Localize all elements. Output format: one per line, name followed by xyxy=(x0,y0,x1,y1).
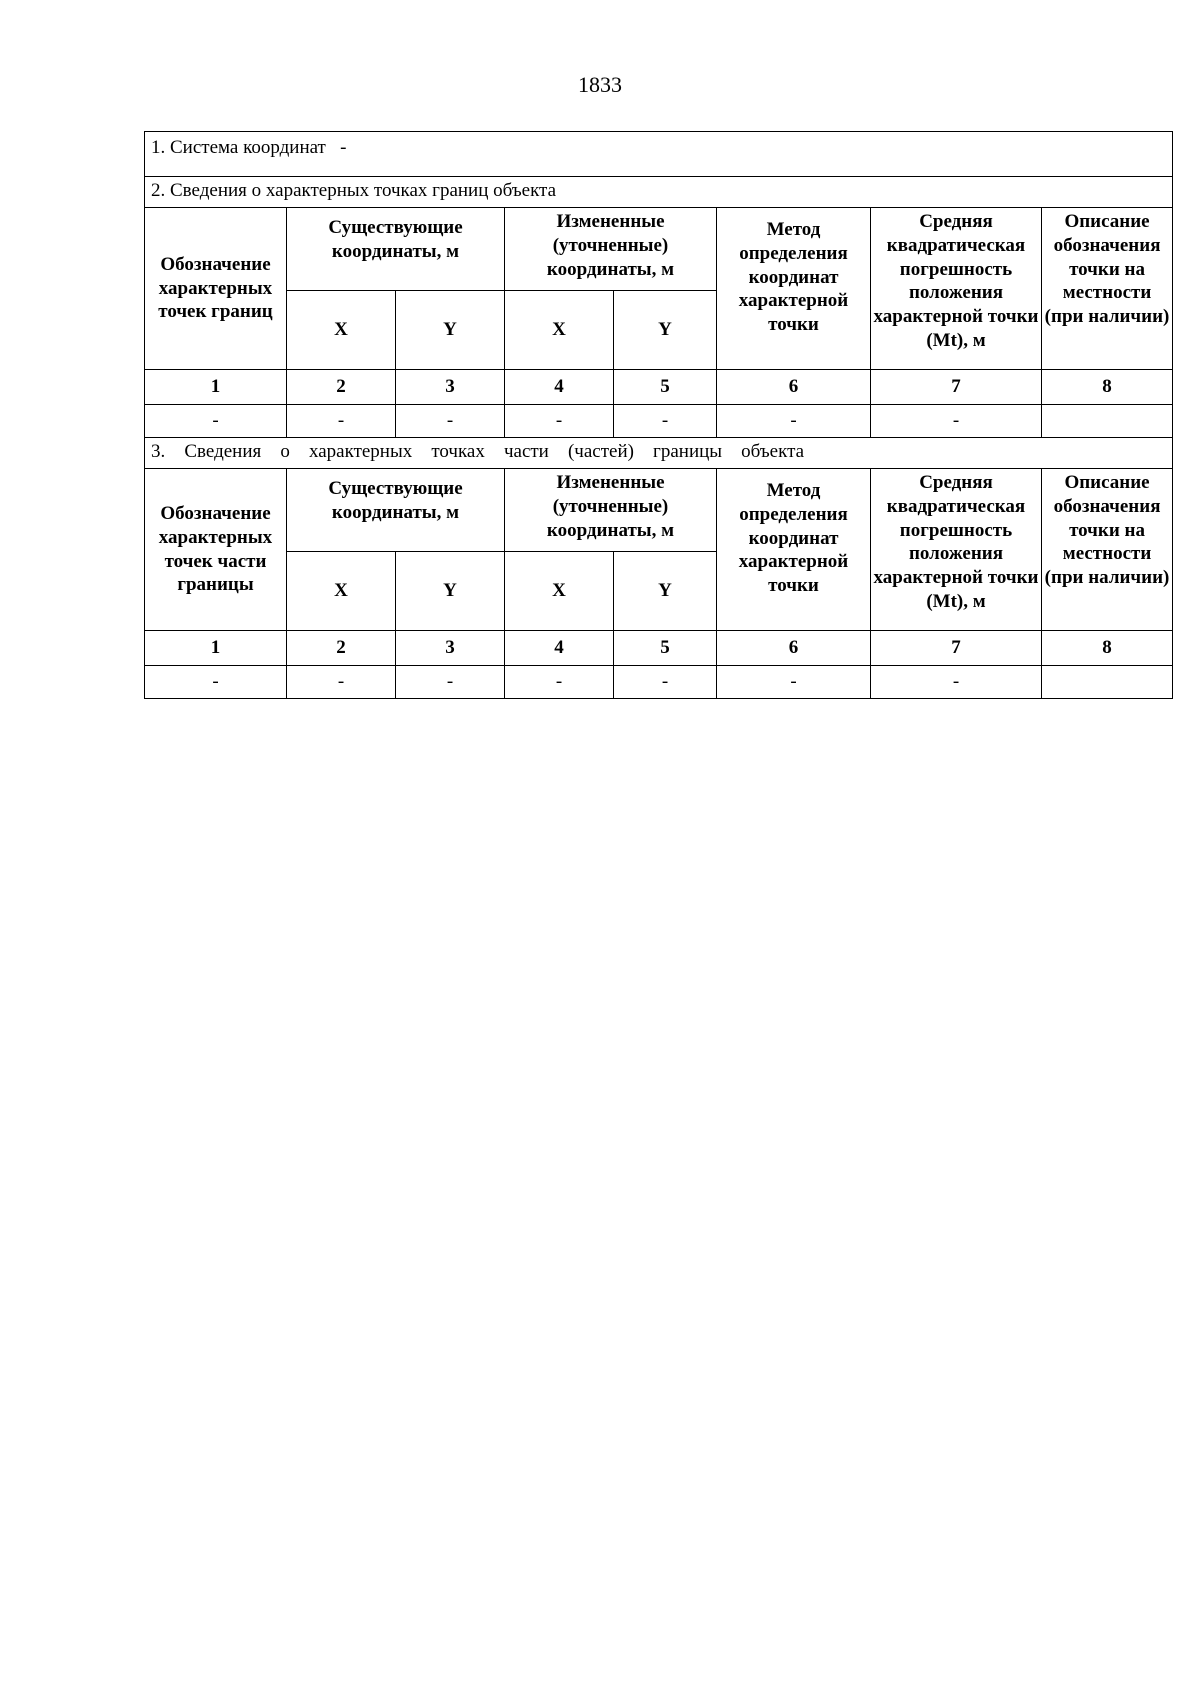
s2-row1-col1: - xyxy=(145,405,287,438)
s3-header-method: Метод определения координат характерной точки xyxy=(717,469,871,631)
s3-row1-col3: - xyxy=(396,666,505,699)
s3-header-x-existing: X xyxy=(287,552,396,631)
s2-header-existing-coords: Существующие координаты, м xyxy=(287,208,505,291)
s2-row1-col3: - xyxy=(396,405,505,438)
s3-header-x-changed: X xyxy=(505,552,614,631)
s3-colnum-8: 8 xyxy=(1042,631,1173,666)
s3-colnum-4: 4 xyxy=(505,631,614,666)
s3-row1-col6: - xyxy=(717,666,871,699)
table-row xyxy=(145,666,1173,699)
s2-header-x-changed: X xyxy=(505,291,614,370)
s2-colnum-7: 7 xyxy=(871,370,1042,405)
section3-header-row-1 xyxy=(145,469,1173,552)
cadastral-points-table xyxy=(144,131,1173,699)
s3-header-y-existing: Y xyxy=(396,552,505,631)
section2-title: 2. Сведения о характерных точках границ объекта xyxy=(145,177,1173,208)
s2-colnum-3: 3 xyxy=(396,370,505,405)
s2-row1-col8 xyxy=(1042,405,1173,438)
s3-colnum-2: 2 xyxy=(287,631,396,666)
s2-row1-col2: - xyxy=(287,405,396,438)
section2-header-row-1 xyxy=(145,208,1173,291)
s2-colnum-2: 2 xyxy=(287,370,396,405)
s3-header-existing-coords: Существующие координаты, м xyxy=(287,469,505,552)
coordinate-system-row xyxy=(145,132,1173,177)
page-number: 1833 xyxy=(578,72,622,97)
s3-colnum-3: 3 xyxy=(396,631,505,666)
s2-header-y-existing: Y xyxy=(396,291,505,370)
s3-row1-col1: - xyxy=(145,666,287,699)
s2-row1-col7: - xyxy=(871,405,1042,438)
s2-row1-col4: - xyxy=(505,405,614,438)
section2-title-row xyxy=(145,177,1173,208)
s2-colnum-4: 4 xyxy=(505,370,614,405)
section2-column-numbers-row xyxy=(145,370,1173,405)
s2-header-y-changed: Y xyxy=(614,291,717,370)
section3-title: 3. Сведения о характерных точках части (частей) границы объекта xyxy=(145,438,1173,469)
coordinate-system-value: - xyxy=(340,137,347,158)
s2-colnum-8: 8 xyxy=(1042,370,1173,405)
s2-header-changed-coords: Измененные (уточненные) координаты, м xyxy=(505,208,717,291)
s3-header-description: Описание обозначения точки на местности (при наличии) xyxy=(1042,469,1173,631)
s3-row1-col2: - xyxy=(287,666,396,699)
s2-header-error: Средняя квадратическая погрешность положения характерной точки (Mt), м xyxy=(871,208,1042,370)
s2-colnum-1: 1 xyxy=(145,370,287,405)
coordinate-system-label: 1. Система координат xyxy=(151,137,326,158)
s3-row1-col8 xyxy=(1042,666,1173,699)
s3-row1-col5: - xyxy=(614,666,717,699)
s3-row1-col4: - xyxy=(505,666,614,699)
s2-row1-col5: - xyxy=(614,405,717,438)
s3-header-point-designation: Обозначение характерных точек части границы xyxy=(145,469,287,631)
s3-header-y-changed: Y xyxy=(614,552,717,631)
s3-colnum-7: 7 xyxy=(871,631,1042,666)
s3-colnum-5: 5 xyxy=(614,631,717,666)
s2-colnum-6: 6 xyxy=(717,370,871,405)
s2-header-x-existing: X xyxy=(287,291,396,370)
s3-header-changed-coords: Измененные (уточненные) координаты, м xyxy=(505,469,717,552)
section3-column-numbers-row xyxy=(145,631,1173,666)
s2-row1-col6: - xyxy=(717,405,871,438)
s2-header-method: Метод определения координат характерной точки xyxy=(717,208,871,370)
s2-header-point-designation: Обозначение характерных точек границ xyxy=(145,208,287,370)
s3-colnum-6: 6 xyxy=(717,631,871,666)
section3-title-row xyxy=(145,438,1173,469)
s2-header-description: Описание обозначения точки на местности (при наличии) xyxy=(1042,208,1173,370)
s3-row1-col7: - xyxy=(871,666,1042,699)
coordinate-system-cell xyxy=(145,132,1173,177)
s3-header-error: Средняя квадратическая погрешность положения характерной точки (Mt), м xyxy=(871,469,1042,631)
s3-colnum-1: 1 xyxy=(145,631,287,666)
s2-colnum-5: 5 xyxy=(614,370,717,405)
table-row xyxy=(145,405,1173,438)
